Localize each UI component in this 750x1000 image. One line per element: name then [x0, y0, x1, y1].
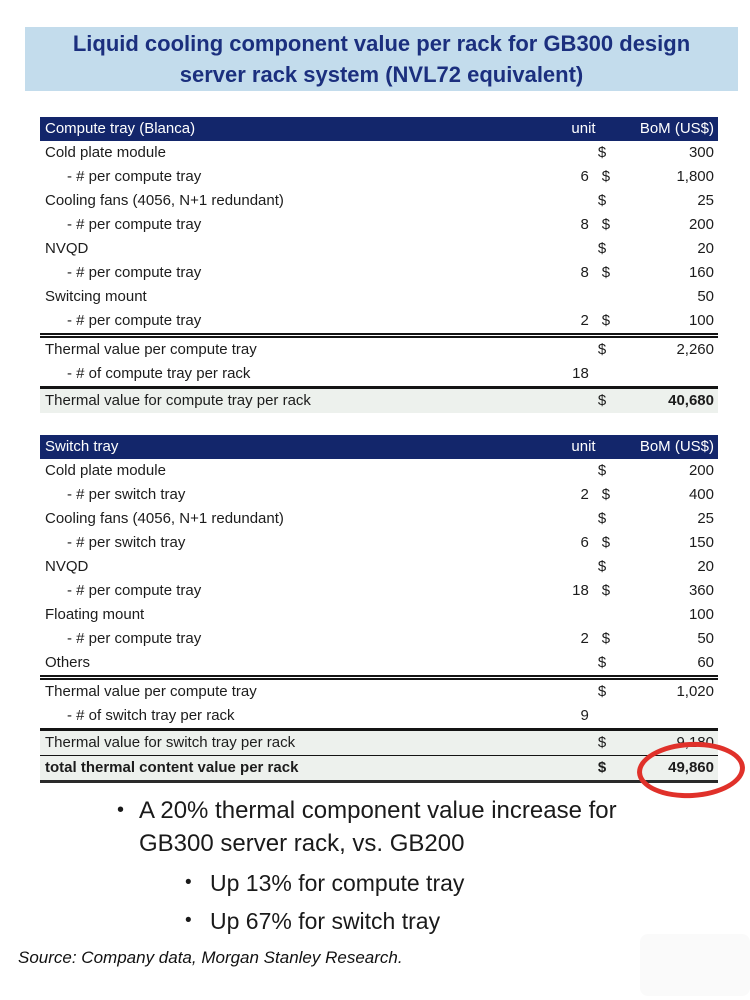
row-label: - # per compute tray	[67, 582, 202, 599]
bullet-main	[117, 794, 697, 860]
row-value: 300	[688, 144, 714, 161]
bullet-sub-text: Up 13% for compute tray	[210, 870, 465, 896]
table-row	[40, 755, 718, 783]
table-row	[40, 333, 718, 362]
row-unit: 6	[580, 168, 589, 185]
table-row	[40, 728, 718, 755]
row-dollar: $	[601, 534, 611, 551]
row-dollar: $	[597, 144, 607, 161]
row-label: Thermal value for compute tray per rack	[45, 392, 311, 409]
table-row	[40, 141, 718, 165]
row-label: - # per compute tray	[67, 264, 202, 281]
row-value: 100	[688, 606, 714, 623]
row-dollar: $	[597, 341, 607, 358]
bullet-sub-switch	[185, 906, 697, 936]
table-row	[40, 675, 718, 704]
row-dollar: $	[601, 582, 611, 599]
table-row	[40, 309, 718, 333]
row-unit: 6	[580, 534, 589, 551]
row-value: 25	[697, 192, 714, 209]
table-row	[40, 603, 718, 627]
table-row	[40, 704, 718, 728]
row-label: Thermal value per compute tray	[45, 341, 257, 358]
row-dollar: $	[597, 462, 607, 479]
row-unit: 9	[580, 707, 589, 724]
row-dollar: $	[601, 264, 611, 281]
row-dollar: $	[597, 558, 607, 575]
bullet-marker: •	[185, 872, 192, 893]
table-header-row	[40, 117, 718, 141]
row-value: 150	[688, 534, 714, 551]
column-header-unit: unit	[571, 120, 596, 137]
row-value: 160	[688, 264, 714, 281]
row-label: - # per switch tray	[67, 534, 186, 551]
row-dollar: $	[597, 240, 607, 257]
row-dollar: $	[597, 654, 607, 671]
row-label: Cooling fans (4056, N+1 redundant)	[45, 510, 284, 527]
row-dollar: $	[601, 168, 611, 185]
row-dollar: $	[597, 392, 607, 409]
column-header-label: Compute tray (Blanca)	[45, 120, 196, 137]
row-unit: 8	[580, 216, 589, 233]
row-dollar: $	[597, 192, 607, 209]
row-value: 25	[697, 510, 714, 527]
row-dollar: $	[597, 734, 607, 751]
video-artifact-smudge	[640, 934, 750, 996]
bullet-sub-compute	[185, 868, 697, 898]
row-label: NVQD	[45, 240, 89, 257]
row-label: total thermal content value per rack	[45, 759, 299, 776]
row-label: - # per switch tray	[67, 486, 186, 503]
column-header-bom: BoM (US$)	[639, 438, 714, 455]
row-value: 200	[688, 216, 714, 233]
row-dollar: $	[597, 510, 607, 527]
row-label: - # per compute tray	[67, 312, 202, 329]
row-value: 20	[697, 240, 714, 257]
row-value: 400	[688, 486, 714, 503]
column-header-label: Switch tray	[45, 438, 119, 455]
row-label: Cold plate module	[45, 144, 166, 161]
table-row	[40, 386, 718, 413]
table-row	[40, 507, 718, 531]
bullet-marker: •	[117, 799, 125, 821]
row-label: - # of compute tray per rack	[67, 365, 251, 382]
row-label: - # per compute tray	[67, 630, 202, 647]
compute-tray-table	[40, 117, 718, 413]
summary-bullets	[117, 794, 697, 936]
row-value: 1,020	[676, 683, 714, 700]
row-dollar: $	[601, 216, 611, 233]
row-label: - # per compute tray	[67, 216, 202, 233]
row-dollar: $	[597, 683, 607, 700]
column-header-bom: BoM (US$)	[639, 120, 714, 137]
bullet-sub-text: Up 67% for switch tray	[210, 908, 441, 934]
table-row	[40, 651, 718, 675]
row-value: 40,680	[668, 392, 714, 409]
source-note: Source: Company data, Morgan Stanley Research.	[18, 948, 403, 967]
table-row	[40, 189, 718, 213]
row-unit: 18	[572, 365, 589, 382]
title-banner	[25, 27, 738, 91]
table-row	[40, 531, 718, 555]
row-unit: 2	[580, 486, 589, 503]
table-row	[40, 213, 718, 237]
row-unit: 18	[572, 582, 589, 599]
row-value: 49,860	[668, 759, 714, 776]
switch-tray-table	[40, 435, 718, 783]
row-dollar: $	[601, 312, 611, 329]
row-value: 50	[697, 630, 714, 647]
bullet-marker: •	[185, 910, 192, 931]
row-unit: 8	[580, 264, 589, 281]
table-row	[40, 579, 718, 603]
table-row	[40, 627, 718, 651]
row-label: Cooling fans (4056, N+1 redundant)	[45, 192, 284, 209]
row-dollar: $	[601, 486, 611, 503]
table-row	[40, 555, 718, 579]
row-label: Floating mount	[45, 606, 145, 623]
table-header-row	[40, 435, 718, 459]
row-value: 200	[688, 462, 714, 479]
row-value: 360	[688, 582, 714, 599]
row-label: Others	[45, 654, 91, 671]
row-label: Cold plate module	[45, 462, 166, 479]
row-value: 9,180	[676, 734, 714, 751]
row-value: 1,800	[676, 168, 714, 185]
row-value: 60	[697, 654, 714, 671]
row-label: Switcing mount	[45, 288, 147, 305]
table-row	[40, 459, 718, 483]
table-row	[40, 165, 718, 189]
table-row	[40, 261, 718, 285]
row-label: - # of switch tray per rack	[67, 707, 235, 724]
row-value: 100	[688, 312, 714, 329]
row-dollar: $	[597, 759, 607, 776]
row-label: - # per compute tray	[67, 168, 202, 185]
row-unit: 2	[580, 630, 589, 647]
row-dollar: $	[601, 630, 611, 647]
table-row	[40, 483, 718, 507]
column-header-unit: unit	[571, 438, 596, 455]
table-row	[40, 362, 718, 386]
bullet-main-text: A 20% thermal component value increase for GB300 server rack, vs. GB200	[139, 797, 617, 857]
row-label: Thermal value per compute tray	[45, 683, 257, 700]
tables-container	[40, 117, 718, 783]
table-row	[40, 237, 718, 261]
row-value: 2,260	[676, 341, 714, 358]
table-row	[40, 285, 718, 309]
row-value: 50	[697, 288, 714, 305]
row-label: Thermal value for switch tray per rack	[45, 734, 296, 751]
row-label: NVQD	[45, 558, 89, 575]
page-title: Liquid cooling component value per rack for GB300 design server rack system (NVL72 equivalent)	[72, 31, 691, 87]
row-value: 20	[697, 558, 714, 575]
row-unit: 2	[580, 312, 589, 329]
